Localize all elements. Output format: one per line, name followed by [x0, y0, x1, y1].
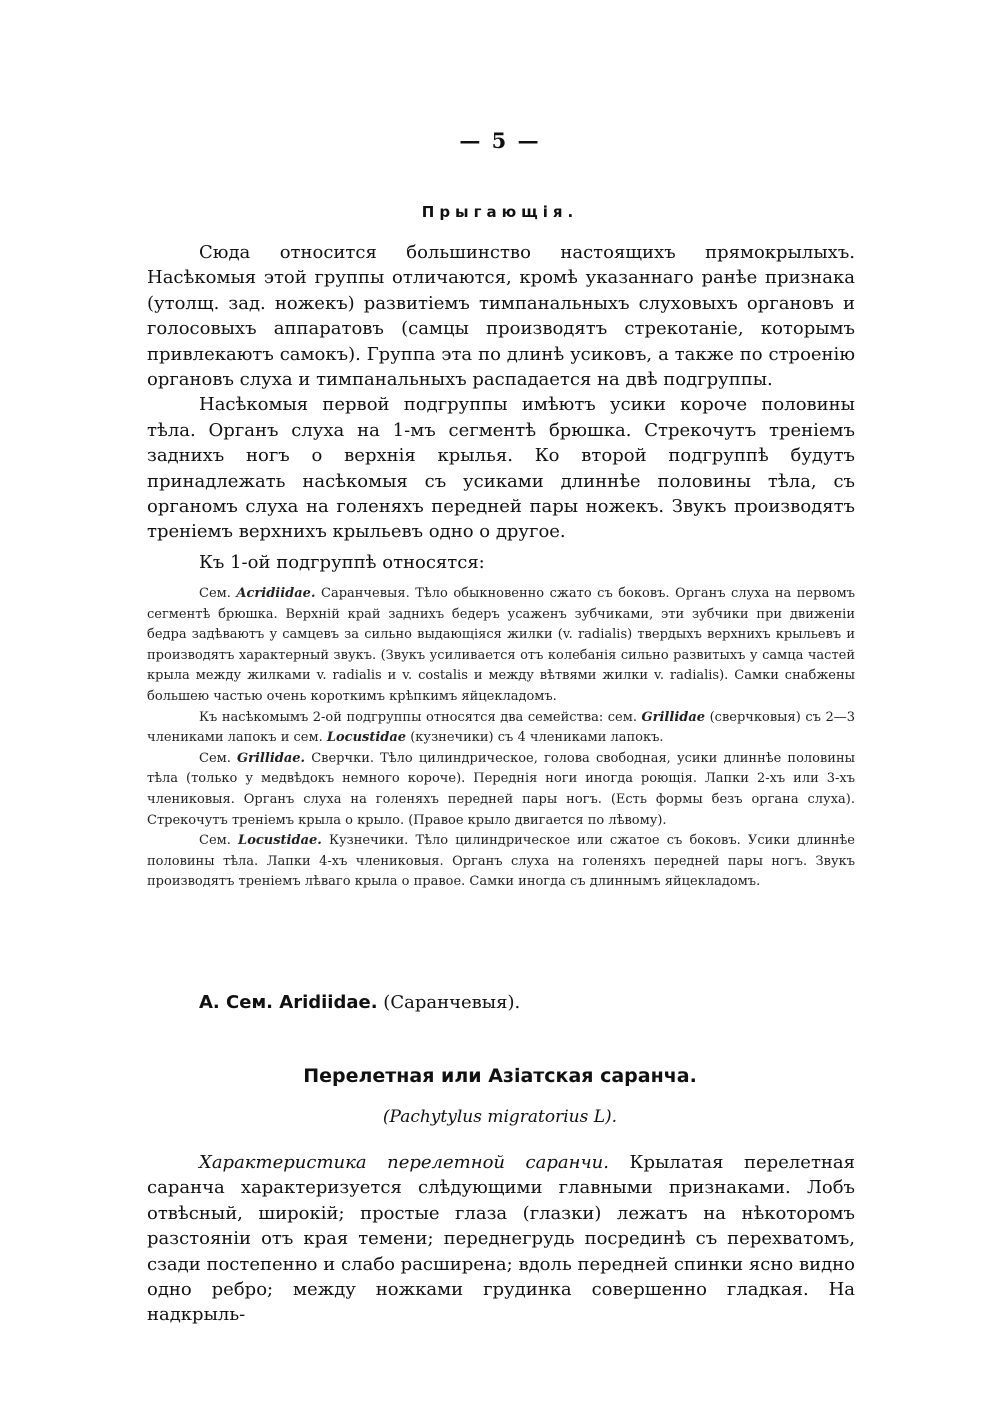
family-name-grillidae-heading: Grillidae.: [237, 750, 306, 766]
second-subgroup-text-a: Къ насѣкомымъ 2-ой подгруппы относятся два семейства: сем.: [199, 709, 637, 725]
characteristics-text-block: [147, 1150, 855, 1328]
acridiidae-description: Саранчевыя. Тѣло обыкновенно сжато съ боковъ. Органъ слуха на первомъ сегментѣ брюшка. Верхній край заднихъ бедеръ усаженъ зубчиками, эти зубчики при движеніи бедра задѣваютъ у самцевъ за сильно выдающіяся жилки (v. radialis) твердыхъ верхнихъ крыльевъ и производятъ характерный звукъ. (Звукъ усиливается отъ колебанія сильно развитыхъ у самца частей крыла между жилками v. radialis и v. costalis и между вѣтвями жилки v. radialis). Самки снабжены большею частью очень короткимъ крѣпкимъ яйцекладомъ.: [147, 586, 855, 704]
small-print-block: [147, 584, 855, 893]
section-title-migratory-locust: Перелетная или Азіатская саранча.: [303, 1065, 697, 1087]
intro-text-block: [147, 240, 855, 545]
sem-prefix: Сем.: [199, 586, 231, 601]
family-name-locustidae: Locustidae: [326, 730, 407, 746]
characteristics-lead: Характеристика перелетной саранчи.: [199, 1152, 609, 1173]
family-heading-rest: (Саранчевыя).: [383, 992, 521, 1013]
grillidae-description: Сверчки. Тѣло цилиндрическое, голова свободная, усики длиннѣе половины тѣла (только у медвѣдокъ немного короче). Переднія ноги иногда роющія. Лапки 2-хъ или 3-хъ члениковыя. Органъ слуха на голеняхъ передней пары ногъ. (Есть формы безъ органа слуха). Стрекочутъ треніемъ крыла о крыло. (Правое крыло двигается по лѣвому).: [147, 750, 855, 828]
page-number: — 5 —: [459, 128, 541, 153]
second-subgroup-text-b: (сверчковыя) съ 2—3 члениками лапокъ и сем.: [147, 709, 855, 746]
section-heading-jumping: Прыгающія.: [421, 203, 579, 221]
subgroup-lead: Къ 1-ой подгруппѣ относятся:: [199, 552, 485, 573]
family-name-locustidae-heading: Locustidae.: [238, 833, 322, 849]
paragraph-acridiidae: [147, 584, 855, 708]
family-name-grillidae: Grillidae: [641, 709, 706, 725]
paragraph-second-subgroup: [147, 708, 855, 749]
characteristics-body: Крылатая перелетная саранча характеризуется слѣдующими главными признаками. Лобъ отвѣсный, широкій; простые глаза (глазки) лежатъ на нѣкоторомъ разстояніи отъ края темени; переднегрудь посрединѣ съ перехватомъ, сзади постепенно и слабо расширена; вдоль передней спинки ясно видно одно ребро; между ножками грудинка совершенно гладкая. На надкрыль-: [147, 1152, 855, 1326]
sem-prefix: Сем.: [199, 750, 231, 766]
sem-prefix: Сем.: [199, 833, 231, 849]
latin-species-name: (Pachytylus migratorius L).: [382, 1107, 618, 1127]
family-name-acridiidae: Acridiidae.: [236, 586, 316, 601]
locustidae-description: Кузнечики. Тѣло цилиндрическое или сжатое съ боковъ. Усики длиннѣе половины тѣла. Лапки 4-хъ члениковыя. Органъ слуха на голеняхъ передней пары ногъ. Звукъ производятъ треніемъ лѣваго крыла о правое. Самки иногда съ длиннымъ яйцекладомъ.: [147, 833, 855, 890]
paragraph-subgroups: Насѣкомыя первой подгруппы имѣютъ усики короче половины тѣла. Органъ слуха на 1-мъ сегментѣ брюшка. Стрекочутъ треніемъ заднихъ ногъ о верхнія крылья. Ко второй подгруппѣ будутъ принадлежать насѣкомыя съ усиками длиннѣе половины тѣла, съ органомъ слуха на голеняхъ передней пары ножекъ. Звукъ производятъ треніемъ верхнихъ крыльевъ одно о другое.: [147, 394, 855, 543]
paragraph-grillidae: [147, 749, 855, 831]
paragraph-locustidae: [147, 831, 855, 893]
paragraph-intro: Сюда относится большинство настоящихъ прямокрылыхъ. Насѣкомыя этой группы отличаются, кромѣ указаннаго ранѣе признака (утолщ. зад. ножекъ) развитіемъ тимпанальныхъ слуховыхъ органовъ и голосовыхъ аппаратовъ (самцы производятъ стрекотаніе, которымъ привлекаютъ самокъ). Группа эта по длинѣ усиковъ, а также по строенію органовъ слуха и тимпанальныхъ распадается на двѣ подгруппы.: [147, 242, 855, 391]
second-subgroup-text-c: (кузнечики) съ 4 члениками лапокъ.: [410, 730, 664, 746]
family-heading-label: А. Сем. Aridiidae.: [199, 992, 378, 1013]
paragraph-characteristics: [147, 1150, 855, 1328]
family-heading: [147, 990, 855, 1015]
